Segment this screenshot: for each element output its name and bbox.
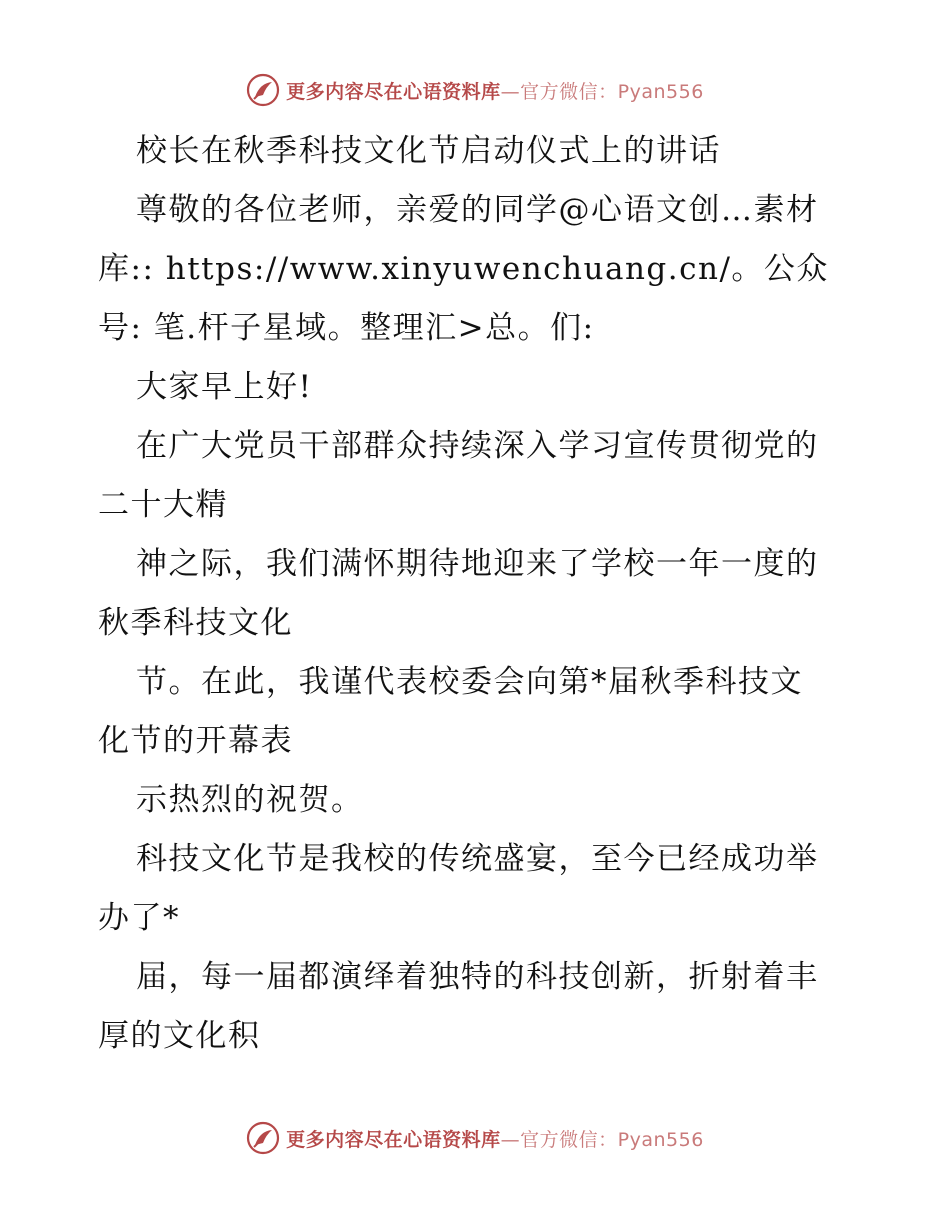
paragraph-line: 示热烈的祝贺。	[136, 782, 364, 818]
paragraph-line: 届，每一届都演绎着独特的科技创新，折射着丰	[136, 959, 819, 995]
paragraph-line: 秋季科技文化	[98, 605, 293, 641]
brand-logo-icon	[246, 73, 280, 107]
footer-brand-text: 更多内容尽在心语资料库	[286, 1128, 501, 1151]
paragraph-line: 节。在此，我谨代表校委会向第*届秋季科技文	[136, 664, 803, 700]
brand-logo-icon	[246, 1121, 280, 1155]
paragraph-line: 在广大党员干部群众持续深入学习宣传贯彻党的	[136, 428, 819, 464]
paragraph-line: 神之际，我们满怀期待地迎来了学校一年一度的	[136, 546, 819, 582]
header-brand-text: 更多内容尽在心语资料库	[286, 80, 501, 103]
paragraph-line: 办了*	[98, 900, 180, 936]
document-body	[98, 122, 868, 1066]
paragraph-line: 化节的开幕表	[98, 723, 293, 759]
paragraph-line: 二十大精	[98, 487, 228, 523]
paragraph-line: 库:: https://www.xinyuwenchuang.cn/。公众	[98, 251, 829, 287]
footer-banner-text	[286, 1125, 704, 1152]
footer-banner	[0, 1118, 950, 1158]
paragraph-line: 大家早上好!	[136, 369, 313, 405]
footer-wechat-text: —官方微信：Pyan556	[500, 1128, 704, 1151]
paragraph-line: 号: 笔.杆子星域。整理汇>总。们:	[98, 310, 595, 346]
paragraph-line: 尊敬的各位老师，亲爱的同学@心语文创…素材	[136, 192, 819, 228]
header-wechat-text: —官方微信：Pyan556	[500, 80, 704, 103]
paragraph-line: 厚的文化积	[98, 1018, 261, 1054]
document-title: 校长在秋季科技文化节启动仪式上的讲话	[136, 133, 721, 169]
header-banner-text	[286, 77, 704, 104]
header-banner	[0, 70, 950, 110]
paragraph-line: 科技文化节是我校的传统盛宴，至今已经成功举	[136, 841, 819, 877]
